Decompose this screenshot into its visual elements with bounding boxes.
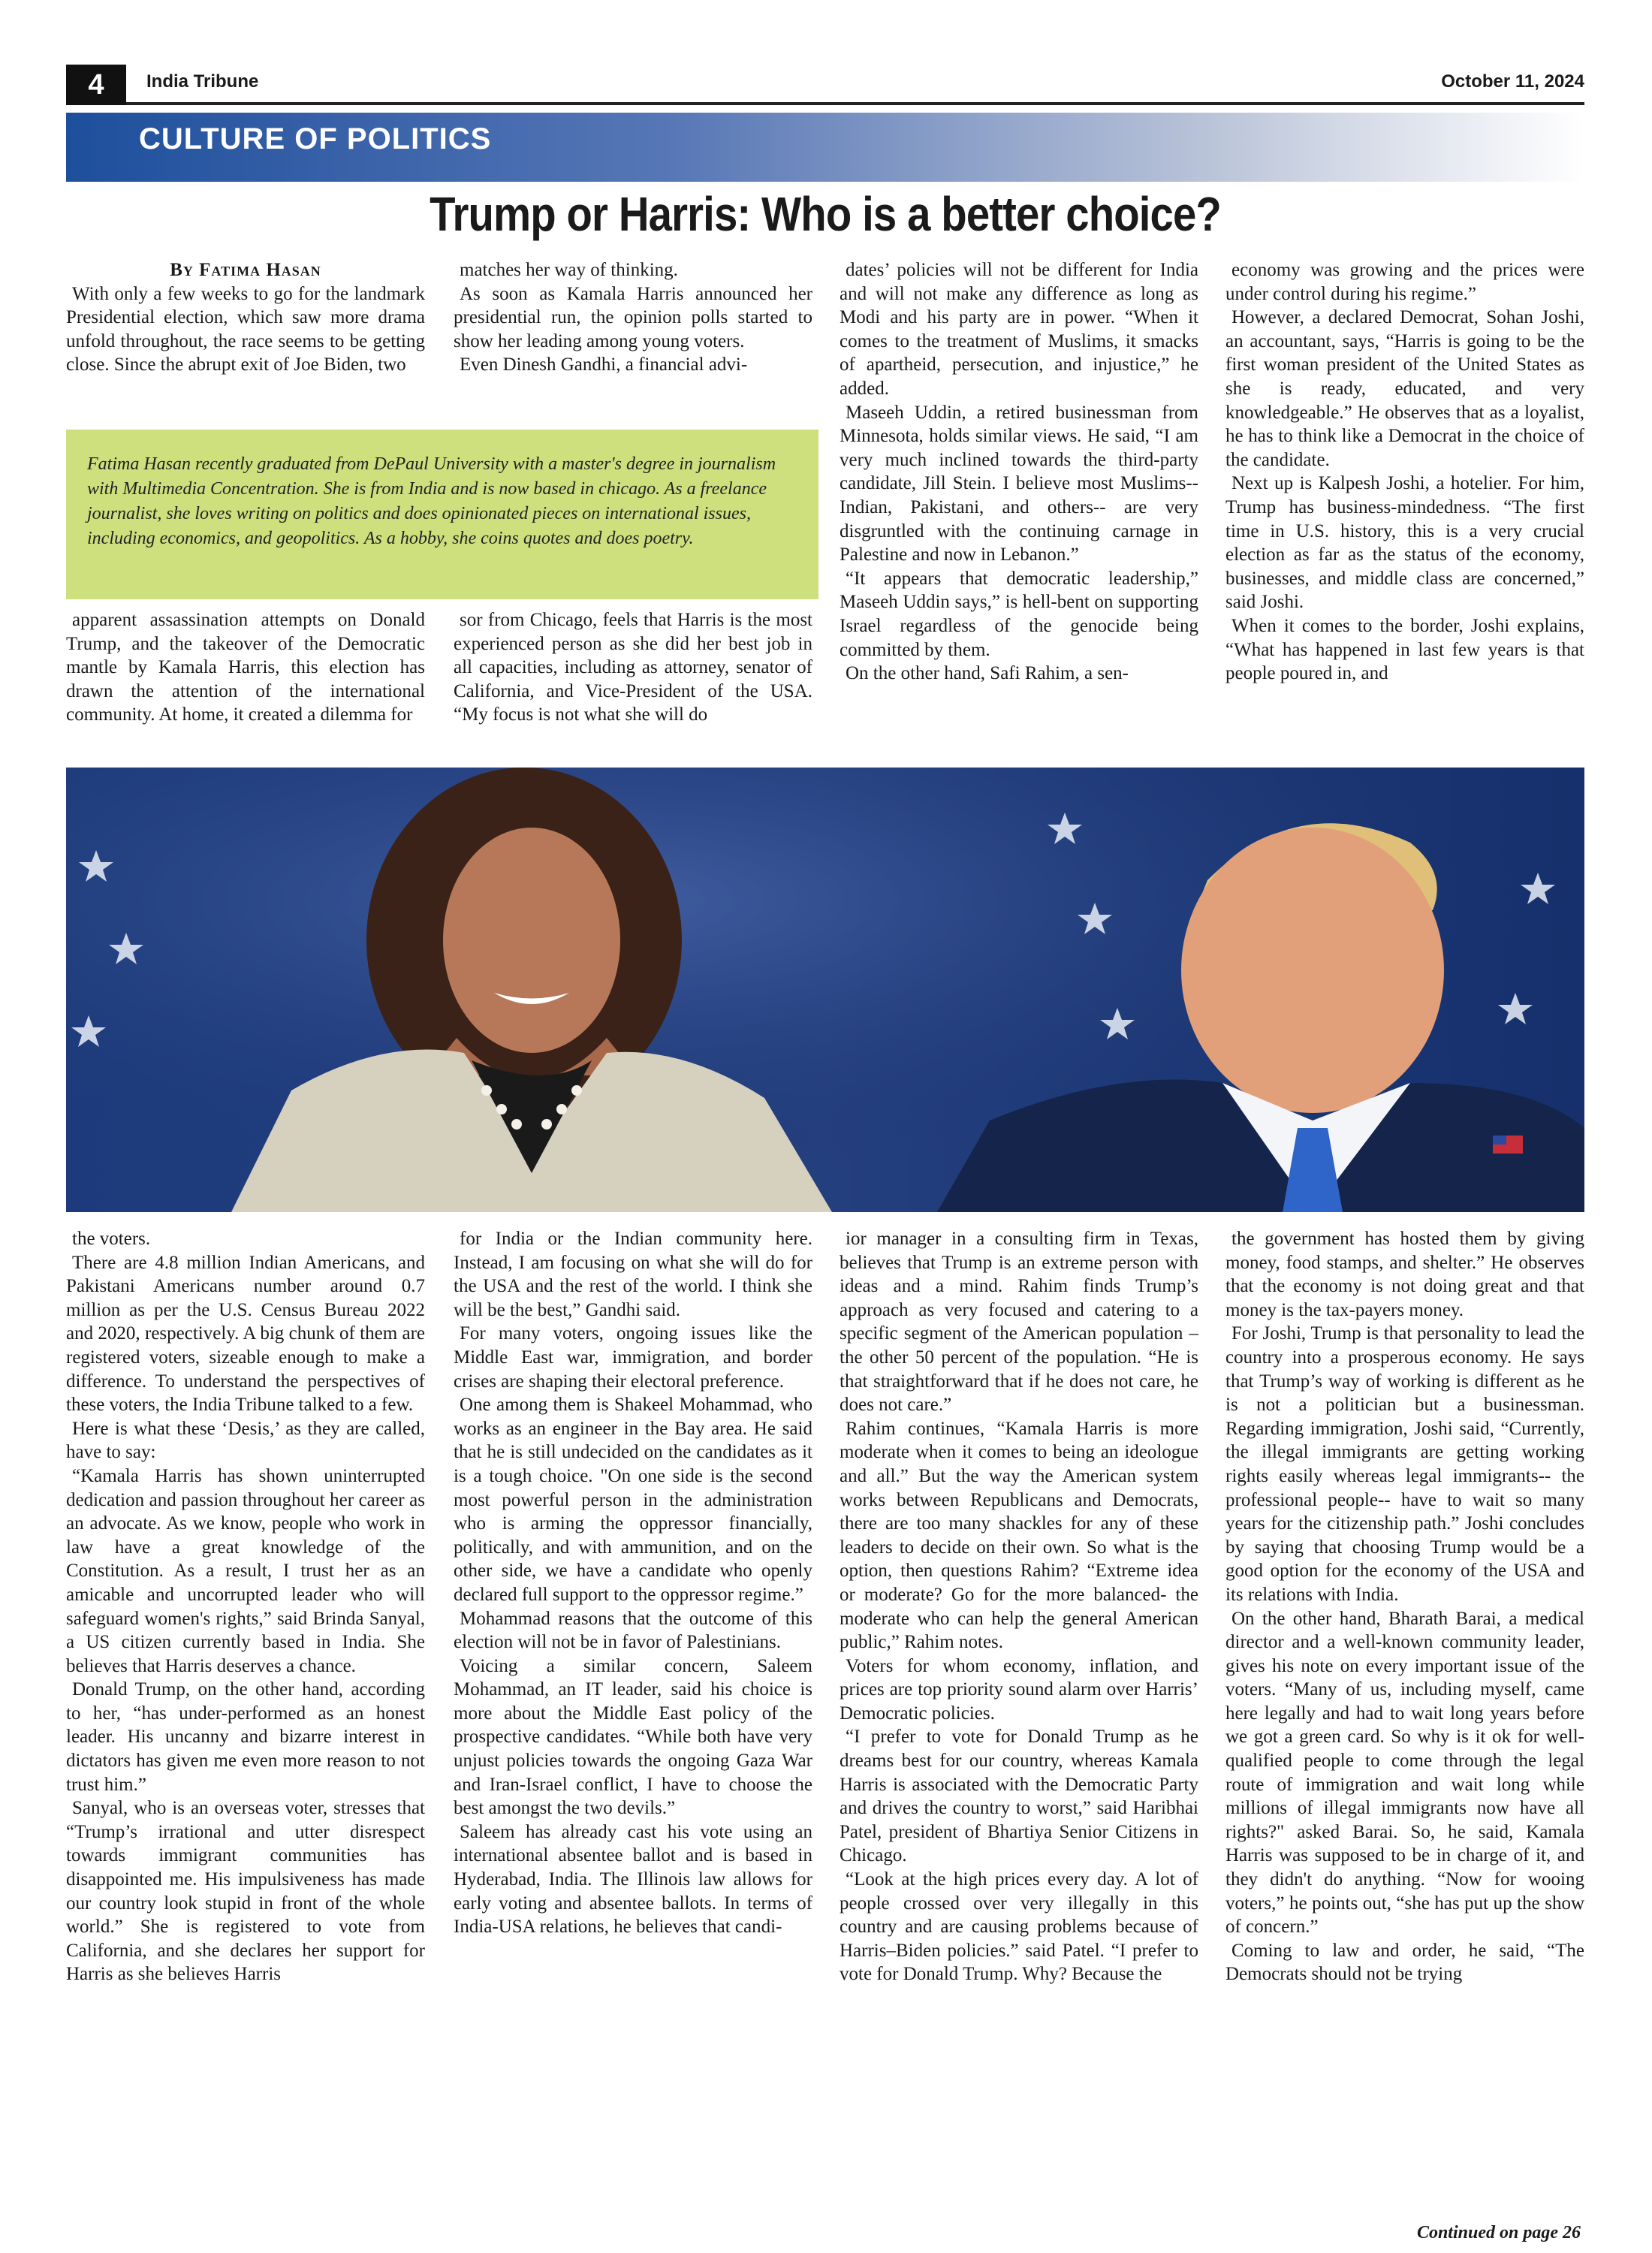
paragraph: “It appears that democratic leadership,” Maseeh Uddin says,” is hell-bent on supporting Israel regardless of the genocide being committed by them. [840, 568, 1198, 660]
paragraphs [1225, 258, 1584, 686]
issue-date: October 11, 2024 [1441, 71, 1584, 92]
paragraph: for India or the Indian community here. Instead, I am focusing on what she will do for the USA and the rest of the world. I think she will be the best,” Gandhi said. [454, 1229, 812, 1320]
paragraph: With only a few weeks to go for the landmark Presidential election, which saw more drama unfold throughout, the race seems to be getting close. Since the abrupt exit of Joe Biden, two [66, 283, 425, 376]
paragraphs [454, 1227, 812, 1939]
paragraph: Voters for whom economy, inflation, and prices are top priority sound alarm over Harris’ Democratic policies. [840, 1655, 1198, 1724]
column-3-top [840, 258, 1198, 686]
paragraphs [454, 608, 812, 727]
paragraphs [840, 258, 1198, 686]
paragraphs [66, 608, 425, 727]
publication-name: India Tribune [146, 71, 259, 92]
paragraph: dates’ policies will not be different for India and will not make any difference as long as Modi and his party are in power. “When it comes to the treatment of Muslims, it smacks of apartheid, persecution, and injustice,” he added. [840, 260, 1198, 399]
paragraphs [454, 258, 812, 377]
paragraph: Coming to law and order, he said, “The Democrats should not be trying [1225, 1940, 1584, 1985]
paragraph: When it comes to the border, Joshi explains, “What has happened in last few years is that people poured in, and [1225, 615, 1584, 684]
paragraph: economy was growing and the prices were under control during his regime.” [1225, 260, 1584, 304]
paragraphs [1225, 1227, 1584, 1986]
paragraphs [66, 1227, 425, 1986]
paragraph: the voters. [72, 1229, 151, 1249]
paragraphs [66, 282, 425, 377]
column-1-middle [66, 608, 425, 727]
paragraph: Voicing a similar concern, Saleem Mohammad, an IT leader, said his choice is more about the Middle East policy of the prospective candidates. “While both have very unjust policies towards the ongoing Gaza War and Iran-Israel conflict, I have to choose the best amongst the two devils.” [454, 1655, 812, 1819]
column-4-top [1225, 258, 1584, 686]
byline: By Fatima Hasan [170, 260, 321, 280]
author-bio-box [66, 430, 818, 599]
column-2-bottom [454, 1227, 812, 1939]
column-2-middle [454, 608, 812, 727]
paragraphs [840, 1227, 1198, 1986]
paragraph: On the other hand, Safi Rahim, a sen- [846, 663, 1129, 684]
paragraph: Donald Trump, on the other hand, according to her, “has under-performed as an honest leader. His uncanny and bizarre interest in dictators has given me even more reason to not trust him.” [66, 1679, 425, 1795]
paragraph: On the other hand, Bharath Barai, a medical director and a well-known community leader, gives his note on every important issue of the voters. “Many of us, including myself, came here legally and had to wait long years before we got a green card. So why is it ok for well-qualified people to come through the legal route of immigration and wait long while millions of illegal immigrants now have all rights?" asked Barai. So, he said, Kamala Harris was supposed to be in charge of it, and they didn't do anything. “Now for wooing voters,” he points out, “she has put up the show of concern.” [1225, 1608, 1584, 1938]
paragraph: Even Dinesh Gandhi, a financial advi- [460, 354, 748, 376]
header-rule [126, 102, 1584, 105]
paragraph: Next up is Kalpesh Joshi, a hotelier. For him, Trump has business-mindedness. “The first time in U.S. history, this is a very crucial election as far as the status of the economy, businesses, and middle class are concerned,” said Joshi. [1225, 473, 1584, 613]
page-number: 4 [66, 65, 126, 105]
paragraph: “Look at the high prices every day. A lot of people crossed over very illegally in this country and are causing problems because of Harris–Biden policies.” said Patel. “I prefer to vote for Donald Trump. Why? Because the [840, 1869, 1198, 1985]
paragraph: Rahim continues, “Kamala Harris is more moderate when it comes to being an ideologue and all.” But the way the American system works between Republicans and Democrats, there are too many shackles for any of these leaders to decide on their own. So what is the option, then questions Rahim? “Extreme idea or moderate? Go for the more balanced- the moderate who can help the general American public,” Rahim notes. [840, 1418, 1198, 1653]
paragraph: Sanyal, who is an overseas voter, stresses that “Trump’s irrational and utter disrespect towards immigrant communities has disappointed me. His impulsiveness has made our country look stupid in front of the whole world.” She is registered to vote from California, and she declares her support for Harris as she believes Harris [66, 1798, 425, 1985]
paragraph: One among them is Shakeel Mohammad, who works as an engineer in the Bay area. He said that he is still undecided on the candidates as it is a tough choice. "On one side is the second most powerful person in the administration who is arming the oppressor financially, politically, and with ammunition, and on the other side, we have a candidate who openly declared full support to the oppressor regime.” [454, 1395, 812, 1605]
column-2-top [454, 258, 812, 377]
paragraph: ior manager in a consulting firm in Texas, believes that Trump is an extreme person with ideas and a mind. Rahim finds Trump’s approach as very focused and catering to a specific segment of the American population – the other 50 percent of the population. “He is that straightforward that if he does not care, he does not care.” [840, 1229, 1198, 1416]
paragraph: However, a declared Democrat, Sohan Joshi, an accountant, says, “Harris is going to be the first woman president of the United States as she is ready, educated, and very knowledgeable.” He observes that as a loyalist, he has to think like a Democrat in the choice of the candidate. [1225, 307, 1584, 470]
paragraph: For many voters, ongoing issues like the Middle East war, immigration, and border crises are shaping their electoral preference. [454, 1323, 812, 1392]
section-title: CULTURE OF POLITICS [139, 122, 492, 155]
continued-note: Continued on page 26 [1416, 2223, 1581, 2242]
paragraph: There are 4.8 million Indian Americans, and Pakistani Americans number around 0.7 million as per the U.S. Census Bureau 2022 and 2020, respectively. A big chunk of them are registered voters, sizeable enough to make a difference. To understand the perspectives of these voters, the India Tribune talked to a few. [66, 1252, 425, 1416]
author-bio: Fatima Hasan recently graduated from DePaul University with a master's degree in journalism with Multimedia Concentration. She is from India and is now based in chicago. As a freelance journalist, she loves writing on politics and does opinionated pieces on international issues, including economics, and geopolitics. As a hobby, she coins quotes and does poetry. [87, 454, 776, 548]
column-3-bottom [840, 1227, 1198, 1986]
paragraph: matches her way of thinking. [460, 260, 678, 280]
candidates-photo [66, 768, 1584, 1212]
paragraph: Mohammad reasons that the outcome of this election will not be in favor of Palestinians. [454, 1608, 812, 1653]
paragraph: “Kamala Harris has shown uninterrupted dedication and passion throughout her career as an advocate. As we know, people who work in law have a great knowledge of the Constitution. As a result, I trust her as an amicable and uncorrupted leader who will safeguard women's rights,” said Brinda Sanyal, a US citizen currently based in India. She believes that Harris deserves a chance. [66, 1465, 425, 1676]
paragraph: As soon as Kamala Harris announced her presidential run, the opinion polls started to show her leading among young voters. [454, 283, 812, 351]
paragraph: Maseeh Uddin, a retired businessman from Minnesota, holds similar views. He said, “I am very much inclined towards the third-party candidate, Jill Stein. I believe most Muslims--Indian, Pakistani, and others-- are very disgruntled with the continuing carnage in Palestine and now in Lebanon.” [840, 402, 1198, 566]
paragraph: “I prefer to vote for Donald Trump as he dreams best for our country, whereas Kamala Harris is associated with the Democratic Party and drives the country to worst,” said Haribhai Patel, president of Bhartiya Senior Citizens in Chicago. [840, 1727, 1198, 1866]
column-1-bottom [66, 1227, 425, 1986]
paragraph: sor from Chicago, feels that Harris is the most experienced person as she did her best job in all capacities, including as attorney, senator of California, and Vice-President of the USA. “My focus is not what she will do [454, 610, 812, 725]
article-headline: Trump or Harris: Who is a better choice? [430, 187, 1221, 241]
paragraph: the government has hosted them by giving money, food stamps, and shelter.” He observes that the economy is not doing great and that money is the tax-payers money. [1225, 1229, 1584, 1320]
column-4-bottom [1225, 1227, 1584, 1986]
paragraph: For Joshi, Trump is that personality to lead the country into a prosperous economy. He says that Trump’s way of working is different as he is not a politician but a businessman. Regarding immigration, Joshi said, “Currently, the illegal immigrants are getting working rights easily whereas legal immigrants-- the professional people-- have to wait so many years for the citizenship path.” Joshi concludes by saying that choosing Trump would be a good option for the economy of the USA and its relations with India. [1225, 1323, 1584, 1605]
paragraph: Saleem has already cast his vote using an international absentee ballot and is based in Hyderabad, India. The Illinois law allows for early voting and absentee ballots. In terms of India-USA relations, he believes that candi- [454, 1821, 812, 1938]
column-1-top [66, 258, 425, 377]
paragraph: apparent assassination attempts on Donald Trump, and the takeover of the Democratic mantle by Kamala Harris, this election has drawn the attention of the international community. At home, it created a dilemma for [66, 610, 425, 725]
paragraph: Here is what these ‘Desis,’ as they are called, have to say: [66, 1418, 425, 1463]
